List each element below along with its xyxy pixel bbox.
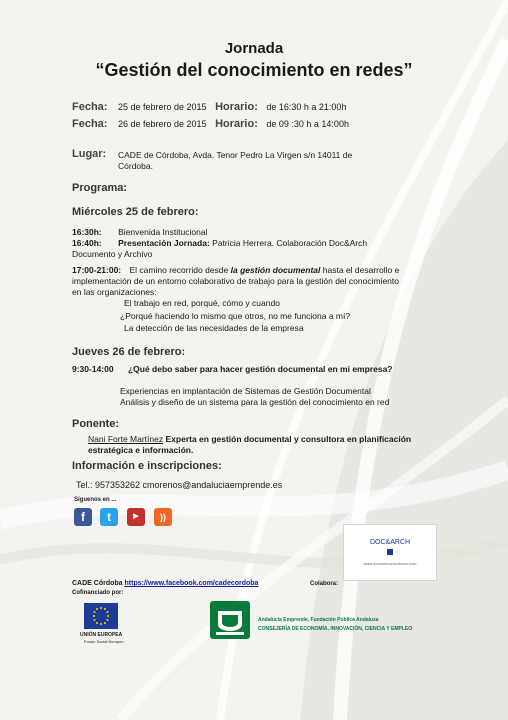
item-text: hasta el desarrollo e [322,265,400,275]
docarch-square-icon [387,549,393,555]
item-text: Patricia Herrera. Colaboración Doc&Arch [212,238,368,248]
ae-line-1: Andalucía Emprende, Fundación Pública Andaluza [258,617,379,623]
date-value: 26 de febrero de 2015 [117,119,207,129]
day1-item-2 [72,238,444,260]
contact-line: Tel.: 957353262 cmorenos@andaluciaemprende.es [76,480,283,490]
horario-label: Horario: [215,118,258,130]
youtube-icon[interactable]: ▶ [127,508,145,526]
lugar-line: CADE de Córdoba, Avda. Tenor Pedro La Virgen s/n 14011 de [118,150,353,160]
eu-fund-label: Fondo Social Europeo [84,639,124,644]
event-type: Jornada [224,40,284,57]
day1-subitem-3: La detección de las necesidades de la empresa [124,323,304,333]
cade-label: CADE Córdoba [72,580,123,587]
item-bold: Presentación Jornada: [118,238,210,248]
day1-subitem-2: ¿Porqué haciendo lo mismo que otros, no me funciona a mí? [120,311,351,321]
programa-label: Programa: [72,182,128,194]
cade-facebook-link[interactable]: https://www.facebook.com/cadecordoba [124,580,259,587]
ponente-name: Nani Forte Martínez [88,434,164,444]
fecha-label: Fecha: [72,101,108,113]
rss-icon[interactable]: )) [154,508,172,526]
date-value: 25 de febrero de 2015 [117,102,207,112]
ponente-label: Ponente: [72,418,120,430]
day1-title: Miércoles 25 de febrero: [72,206,199,218]
docarch-url: www.docarchconsultores.com [363,561,417,566]
lugar-line: Córdoba. [118,161,153,171]
lugar-label: Lugar: [72,148,107,160]
day2-subitem-2: Análisis y diseño de un sistema para la gestión del conocimiento en red [120,397,390,407]
fecha-label: Fecha: [72,118,108,130]
ae-line-2: CONSEJERÍA DE ECONOMÍA, INNOVACIÓN, CIENCIA Y EMPLEO [258,626,413,632]
date-row-2 [72,118,349,130]
day1-item-3 [72,265,444,298]
horario-label: Horario: [215,101,258,113]
item-text-cont: Documento y Archivo [72,249,153,259]
docarch-logo [343,524,437,581]
item-emphasis: la gestión documental [230,265,321,275]
eu-label: UNIÓN EUROPEA [80,632,123,638]
day1-item-1 [72,227,444,238]
info-label: Información e inscripciones: [72,460,222,472]
item-text: implementación de un entorno colaborativo de trabajo para la gestión del conocimiento [72,276,399,286]
facebook-icon[interactable]: f [74,508,92,526]
colabora-label: Colabora: [310,581,339,587]
social-label: Síguenos en ... [74,497,117,503]
junta-andalucia-logo-icon [210,601,250,639]
item-text: en las organizaciones: [72,287,157,297]
day2-item [72,364,452,375]
day1-subitem-1: El trabajo en red, porqué, cómo y cuando [124,298,280,308]
item-text: Bienvenida Institucional [118,227,208,237]
ponente-desc: Experta en gestión documental y consultora en planificación [165,434,412,444]
item-time: 9:30-14:00 [72,364,114,374]
ponente-desc: estratégica e información. [88,445,194,455]
cofinanciado-label: Cofinanciado por: [72,590,124,596]
item-time: 16:40h: [72,238,102,248]
eu-flag-icon [84,603,118,629]
cade-row [72,580,258,587]
date-row-1 [72,101,346,113]
time-value: de 16:30 h a 21:00h [266,102,347,112]
ponente-info [88,434,443,456]
twitter-icon[interactable]: t [100,508,118,526]
event-title: “Gestión del conocimiento en redes” [95,60,413,80]
docarch-name: DOC&ARCH [369,539,411,546]
item-question: ¿Qué debo saber para hacer gestión documental en mi empresa? [127,364,393,374]
day2-title: Jueves 26 de febrero: [72,346,186,358]
item-text: El camino recorrido desde [129,265,229,275]
item-time: 17:00-21:00: [72,265,122,275]
lugar-address [118,150,352,172]
day2-subitem-1: Experiencias en implantación de Sistemas de Gestión Documental [120,386,371,396]
time-value: de 09 :30 h a 14:00h [266,119,349,129]
item-time: 16:30h: [72,227,102,237]
